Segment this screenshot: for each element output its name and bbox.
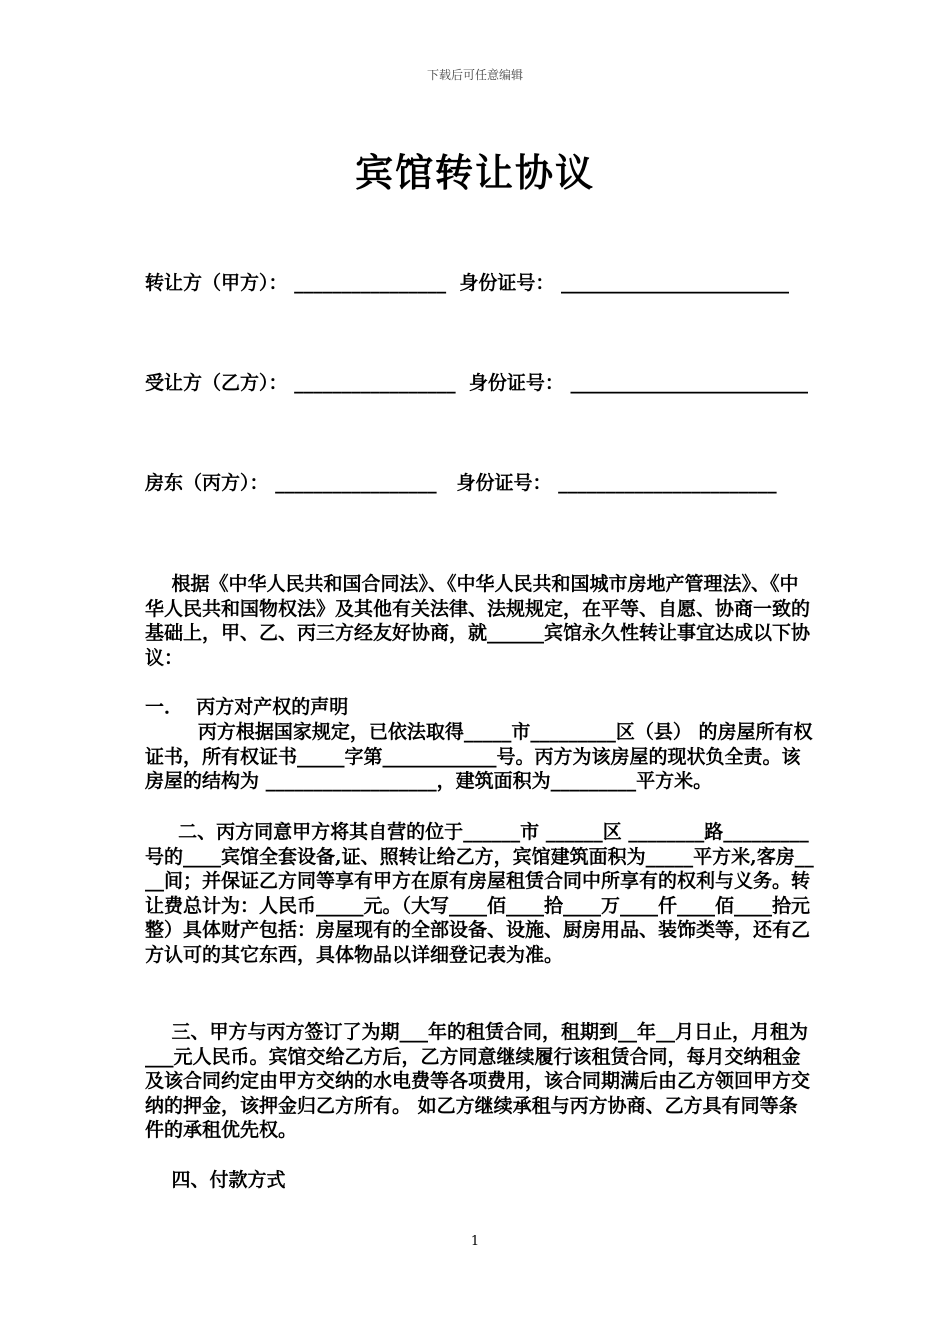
section1-heading: 一． 丙方对产权的声明	[145, 696, 349, 718]
intro-paragraph: 根据《中华人民共和国合同法》、《中华人民共和国城市房地产管理法》、《中华人民共和国物权法》及其他有关法律、法规规定，在平等、自愿、协商一致的基础上，甲、乙、丙三方经友好协商，就______宾馆永久性转让事宜达成以下协议：	[145, 573, 811, 669]
party-transferee-line: 受让方（乙方）： _________________ 身份证号： _________________________	[145, 372, 808, 394]
party-transferor-line: 转让方（甲方）： ________________ 身份证号： ________________________	[145, 272, 789, 294]
page-number: 1	[470, 1234, 480, 1249]
document-title: 宾馆转让协议	[354, 150, 595, 195]
section1-body: 丙方根据国家规定，已依法取得_____市_________区（县） 的房屋所有权证书，所有权证书_____字第____________号。丙方为该房屋的现状负全责。该房屋的结构为 __________________，建筑面积为_________平方米。	[145, 721, 813, 792]
header-note: 下载后可任意编辑	[426, 68, 523, 82]
section4-heading: 四、付款方式	[145, 1169, 286, 1191]
section2-paragraph: 二、丙方同意甲方将其自营的位于______市 ______区 ________路_________号的____宾馆全套设备,证、照转让给乙方，宾馆建筑面积为_____平方米,客房____间；并保证乙方同等享有甲方在原有房屋租赁合同中所享有的权利与义务。转让费总计为：人民币_____元。（大写____佰____拾____万____仟____佰____拾元整）具体财产包括：房屋现有的全部设备、设施、厨房用品、装饰类等，还有乙方认可的其它东西，具体物品以详细登记表为准。	[145, 821, 814, 966]
party-landlord-line: 房东（丙方）： _________________ 身份证号： _______________________	[145, 472, 777, 494]
section3-paragraph: 三、甲方与丙方签订了为期___年的租赁合同，租期到__年__月日止，月租为___元人民币。宾馆交给乙方后，乙方同意继续履行该租赁合同，每月交纳租金及该合同约定由甲方交纳的水电费等各项费用，该合同期满后由乙方领回甲方交纳的押金，该押金归乙方所有。 如乙方继续承租与丙方协商、乙方具有同等条件的承租优先权。	[145, 1021, 811, 1141]
